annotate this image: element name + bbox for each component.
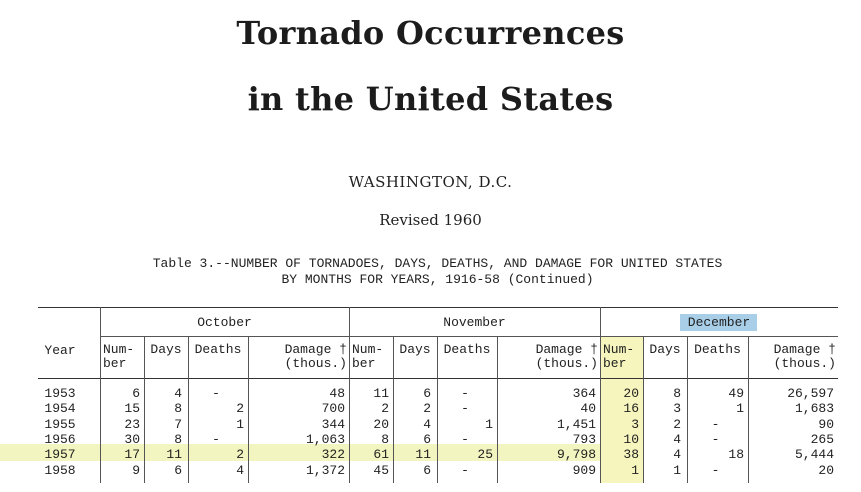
month-header-november: November — [443, 315, 506, 330]
deaths-cell: - — [711, 432, 720, 447]
deaths-cell: - — [212, 386, 220, 401]
deaths-header: Deaths — [194, 342, 242, 357]
deaths-cell: 4 — [236, 463, 244, 478]
number-cell: 45 — [373, 463, 389, 478]
number-cell: 38 — [623, 447, 639, 462]
deaths-cell: 18 — [728, 447, 744, 462]
days-cell: 4 — [673, 447, 681, 462]
damage-header: Damage † — [535, 342, 598, 357]
deaths-cell: 49 — [728, 386, 744, 401]
damage-header: (thous.) — [284, 356, 347, 371]
deaths-cell: - — [711, 417, 720, 432]
deaths-cell: - — [461, 386, 469, 401]
damage-cell: 26,597 — [787, 386, 834, 401]
days-cell: 11 — [415, 447, 431, 462]
damage-cell: 700 — [321, 401, 345, 416]
year-cell: 1955 — [44, 417, 76, 432]
damage-header: Damage † — [773, 342, 836, 357]
number-header: Num- — [103, 342, 135, 357]
number-header: ber — [352, 356, 376, 371]
header-bottom-rule — [38, 378, 838, 379]
damage-cell: 364 — [572, 386, 596, 401]
year-cell: 1957 — [44, 447, 76, 462]
days-cell: 2 — [423, 401, 431, 416]
damage-cell: 1,063 — [305, 432, 345, 447]
days-cell: 6 — [174, 463, 182, 478]
deaths-header: Deaths — [443, 342, 491, 357]
damage-cell: 322 — [321, 447, 345, 462]
year-cell: 1956 — [44, 432, 76, 447]
damage-cell: 20 — [818, 463, 834, 478]
days-cell: 1 — [673, 463, 681, 478]
number-cell: 30 — [124, 432, 140, 447]
days-cell: 11 — [166, 447, 182, 462]
days-header: Days — [399, 342, 431, 357]
damage-cell: 90 — [818, 417, 834, 432]
document-title-line2: in the United States — [247, 80, 614, 118]
days-cell: 4 — [174, 386, 182, 401]
days-cell: 6 — [423, 432, 431, 447]
deaths-cell: - — [711, 463, 720, 478]
number-cell: 11 — [373, 386, 389, 401]
days-cell: 3 — [673, 401, 681, 416]
table-caption-line1: Table 3.--NUMBER OF TORNADOES, DAYS, DEATHS, AND DAMAGE FOR UNITED STATES — [152, 256, 723, 271]
damage-cell: 40 — [580, 401, 596, 416]
month-header-october: October — [197, 315, 252, 330]
damage-cell: 909 — [572, 463, 596, 478]
month-header-rule — [100, 336, 838, 337]
number-cell: 23 — [124, 417, 140, 432]
deaths-cell: - — [461, 463, 469, 478]
number-cell: 2 — [381, 401, 389, 416]
deaths-cell: 2 — [236, 401, 244, 416]
days-cell: 7 — [174, 417, 182, 432]
deaths-cell: - — [461, 432, 469, 447]
damage-cell: 1,451 — [556, 417, 596, 432]
damage-header: (thous.) — [535, 356, 598, 371]
table-top-rule — [38, 307, 838, 308]
number-cell: 6 — [132, 386, 140, 401]
month-header-december[interactable]: December — [687, 315, 751, 330]
year-header: Year — [44, 343, 76, 358]
deaths-cell: - — [461, 401, 469, 416]
year-cell: 1953 — [44, 386, 76, 401]
deaths-cell: 2 — [236, 447, 244, 462]
deaths-cell: - — [212, 432, 220, 447]
deaths-cell: 1 — [485, 417, 493, 432]
days-header: Days — [150, 342, 182, 357]
deaths-header: Deaths — [694, 342, 741, 357]
number-cell: 20 — [373, 417, 389, 432]
number-header: Num- — [352, 342, 384, 357]
deaths-cell: 1 — [736, 401, 744, 416]
damage-cell: 9,798 — [556, 447, 596, 462]
publication-location: WASHINGTON, D.C. — [348, 173, 513, 191]
damage-cell: 5,444 — [794, 447, 834, 462]
damage-header: (thous.) — [773, 356, 836, 371]
document-title-line1: Tornado Occurrences — [236, 14, 625, 52]
damage-cell: 344 — [321, 417, 345, 432]
number-cell: 16 — [623, 401, 639, 416]
number-header: ber — [103, 356, 127, 371]
deaths-cell: 1 — [236, 417, 244, 432]
table-caption-line2: BY MONTHS FOR YEARS, 1916-58 (Continued) — [281, 272, 594, 287]
days-cell: 8 — [174, 401, 182, 416]
days-cell: 2 — [673, 417, 681, 432]
number-cell: 10 — [623, 432, 639, 447]
number-header: ber — [603, 356, 627, 371]
days-cell: 8 — [673, 386, 681, 401]
number-cell: 61 — [373, 447, 389, 462]
number-header: Num- — [603, 342, 635, 357]
number-cell: 20 — [623, 386, 639, 401]
damage-cell: 265 — [810, 432, 834, 447]
damage-cell: 793 — [572, 432, 596, 447]
damage-header: Damage † — [284, 342, 347, 357]
deaths-cell: 25 — [477, 447, 493, 462]
number-cell: 1 — [631, 463, 639, 478]
days-cell: 6 — [423, 386, 431, 401]
days-cell: 4 — [673, 432, 681, 447]
days-cell: 6 — [423, 463, 431, 478]
days-cell: 8 — [174, 432, 182, 447]
number-cell: 3 — [631, 417, 639, 432]
days-cell: 4 — [423, 417, 431, 432]
number-cell: 9 — [132, 463, 140, 478]
year-cell: 1958 — [44, 463, 76, 478]
revision-date: Revised 1960 — [379, 211, 482, 229]
days-header: Days — [649, 342, 681, 357]
number-cell: 15 — [124, 401, 140, 416]
damage-cell: 48 — [329, 386, 345, 401]
year-cell: 1954 — [44, 401, 76, 416]
damage-cell: 1,683 — [794, 401, 834, 416]
damage-cell: 1,372 — [305, 463, 345, 478]
number-cell: 17 — [124, 447, 140, 462]
number-cell: 8 — [381, 432, 389, 447]
